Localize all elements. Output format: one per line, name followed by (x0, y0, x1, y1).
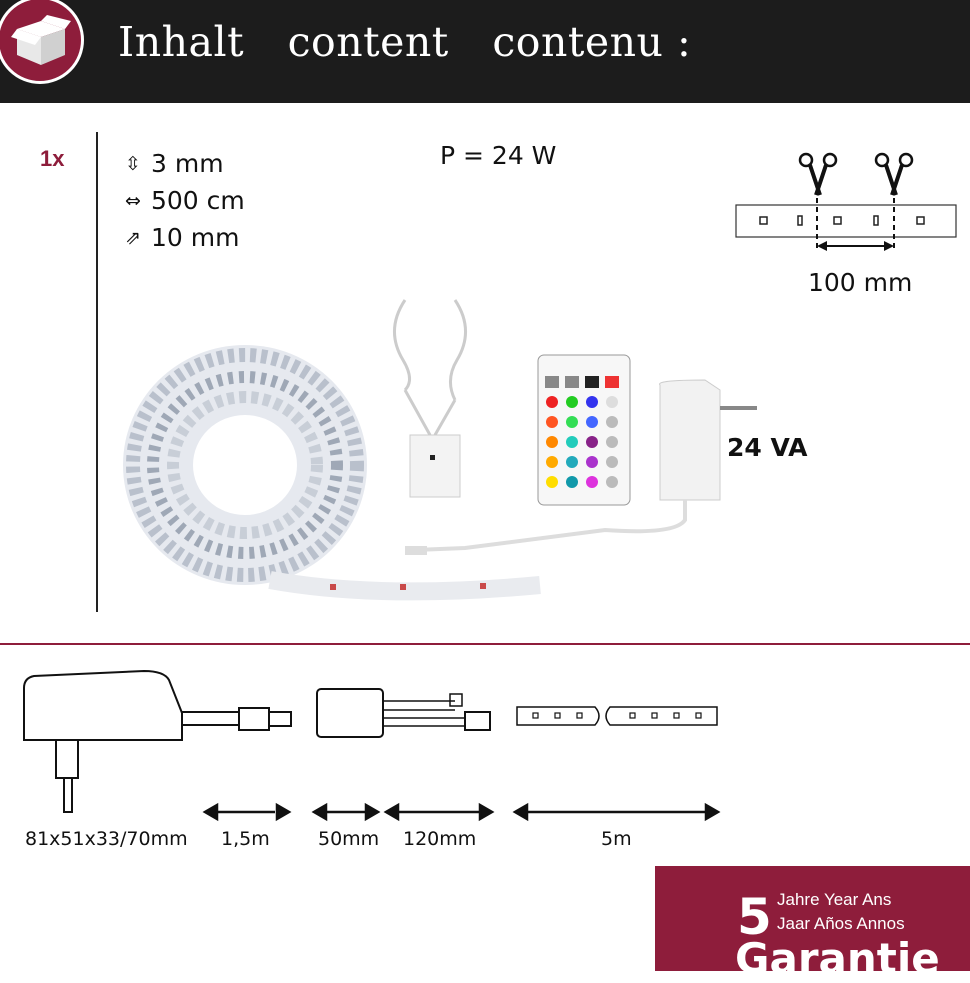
header-word-fr: contenu : (492, 18, 692, 66)
header-bar (0, 0, 970, 103)
power-adapter-image (405, 380, 765, 560)
box-icon (11, 13, 71, 69)
guarantee-badge (655, 866, 970, 983)
guarantee-word: Garantie (735, 934, 940, 983)
strip-drawing (515, 705, 720, 727)
header-title (118, 18, 721, 66)
header-word-de: Inhalt (118, 18, 245, 66)
vertical-divider (96, 132, 98, 612)
spec-height-value: 3 mm (151, 149, 224, 178)
spec-width-value: 10 mm (151, 223, 240, 252)
adapter-rating-label: 24 VA (727, 433, 808, 462)
guarantee-years: 5 (737, 888, 772, 946)
power-label: P = 24 W (440, 141, 557, 170)
spec-width (125, 219, 245, 256)
guarantee-line-2: Jaar Años Annos (777, 914, 905, 933)
controller-length: 50mm (318, 828, 380, 850)
led-strip-segment (736, 205, 956, 237)
quantity-label: 1x (40, 146, 65, 171)
controller-cable-length: 120mm (403, 828, 477, 850)
cable-length: 1,5m (221, 828, 270, 850)
adapter-drawing (24, 668, 324, 818)
spec-height (125, 145, 245, 182)
depth-arrow-icon: ⇗ (125, 226, 141, 249)
header-word-en: content (287, 18, 449, 66)
spec-list (125, 145, 245, 256)
spec-length-value: 500 cm (151, 186, 245, 215)
guarantee-line-1: Jahre Year Ans (777, 890, 892, 909)
cut-interval-label: 100 mm (808, 268, 913, 297)
scissors-icon (800, 154, 836, 195)
width-arrow-icon: ⇔ (125, 189, 141, 212)
adapter-dimensions: 81x51x33/70mm (25, 828, 188, 850)
strip-length: 5m (601, 828, 632, 850)
box-badge (0, 0, 84, 84)
scissors-icon (876, 154, 912, 195)
spec-length (125, 182, 245, 219)
section-divider (0, 643, 970, 645)
controller-drawing (315, 686, 495, 746)
dimension-arrows (200, 800, 725, 824)
height-arrow-icon: ⇳ (125, 152, 141, 175)
